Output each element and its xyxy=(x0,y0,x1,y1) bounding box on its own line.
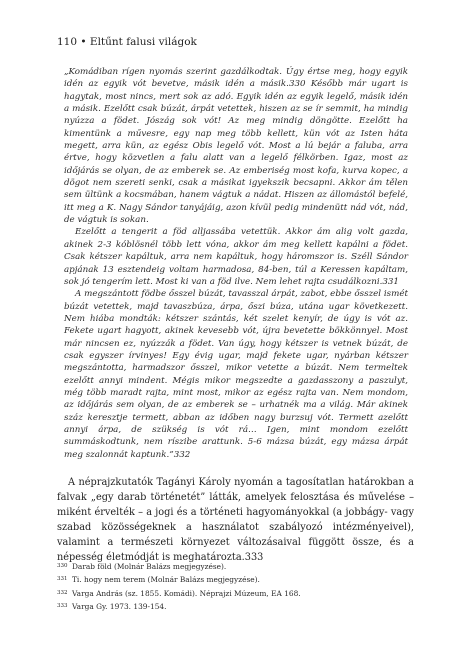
quote-paragraph-1: „Komádiban rígen nyomás szerint gazdálkodtak. Úgy értse meg, hogy egyik idén az egyik vót bevetve, másik idén a másik.330 Később már ugart is hagytak, most nincs, mert sok az adó. Egyik idén az egyik legelő, másik idén a másik. Ezelőtt csak búzát, árpát vetettek, hiszen az se ír semmit, ha mindig nyúzza a födet. Jószág sok vót! Az meg mindig döngötte. Ezelőtt ha kimentünk a művesre, egy nap meg több kellett, kün vót az Isten háta megett, arra kün, az egész Obis legelő vót. Most a lú bejár a faluba, arra értve, hogy közvetlen a falu alatt van a legelő félkörben. Igaz, most az időjárás se olyan, de az emberek se. Az emberiség most kofa, kurva kopec, a dögot nem szereti senki, csak a másikat igyekszik becsapni. Akkor ám tělen sem ültünk a kocsmában, hanem vágtuk a nádat. Hiszen az állomástól befelé, itt meg a K. Nagy Sándor tanyájáig, azon kívül pedig mindenütt nád vót, nád, de vágtuk is sokan. xyxy=(64,67,408,226)
footnote-text: Ti. hogy nem terem (Molnár Balázs megjegyzése). xyxy=(72,575,260,585)
footnote-text: Darab föld (Molnár Balázs megjegyzése). xyxy=(72,562,227,571)
footnote xyxy=(57,560,414,573)
footnote-number: 331 xyxy=(57,576,68,583)
footnote xyxy=(57,600,414,613)
body-paragraph: A néprajzkutatók Tagányi Károly nyomán a tagosítatlan határokban a falvak „egy darab történetét” látták, amelyek felosztása és művelése – miként érvelték – a jogi és a történeti hagyományokkal (a jobbágy- vagy szabad közösségeknek a használatot szabályozó intézményeivel), valamint a természeti környezet változásaival függött össze, és a népesség életmódját is meghatározta.333 xyxy=(57,477,414,563)
body-text xyxy=(57,476,414,565)
footnote-text: Varga András (sz. 1855. Komádi). Néprajzi Múzeum, EA 168. xyxy=(72,588,301,598)
footnotes xyxy=(57,560,414,613)
footnote-text: Varga Gy. 1973. 139-154. xyxy=(72,601,167,611)
running-head: 110 • Eltűnt falusi világok xyxy=(57,36,197,48)
footnote-number: 330 xyxy=(57,563,68,569)
footnote xyxy=(57,587,414,600)
footnote-number: 333 xyxy=(57,602,68,609)
footnote xyxy=(57,573,414,586)
quote-paragraph-2: Ezelőtt a tengerit a föd alljassába vetettük. Akkor ám alig volt gazda, akinek 2-3 kóblösnél több lett vóna, akkor ám meg kellett kapálni a födet. Csak kétszer kapáltuk, arra nem kapáltuk, hogy háromszor is. Széll Sándor apjának 13 esztendeig voltam harmadosa, 84-ben, túl a Keressen kapáltam, sok jó tengerím lett. Most ki van a föd ilve. Nem lehet rajta csudálkozni.331 xyxy=(64,227,408,287)
quote-paragraph-3: A megszántott födbe ősszel búzát, tavasszal árpát, zabot, ebbe ősszel ismét búzát vetettek, majd tavaszbúza, árpa, őszi búza, utána ugar következett. Nem hiába mondták: kétszer szántás, két szelet kenyír, de úgy is vót az. Fekete ugart hagyott, akinek kevesebb vót, újra bevetette bökkönnyel. Most már nincsen ez, nyúzzák a födet. Van úgy, hogy kétszer is vetnek búzát, de csak egyszer írvinyes! Egy évig ugar, majd fekete ugar, nyárban kétszer megszántotta, harmadszor ősszel, mikor vetette a búzát. Nem termeltek ezelőtt annyi mindent. Mégis mikor megszedte a gazdasszony a paszulyt, még több maradt rajta, mint most, mikor az egész rajta van. Nem mondom, az időjárás sem olyan, de az emberek se – urhatnék ma a világ. Már akinek száz keresztje termett, abban az időben nagy burzsuj vót. Termett azelőtt annyi árpa, de szükség is vót rá… Igen, mint mondom ezelőtt summáskodtunk, nem ríszibe arattunk. 5-6 mázsa búzát, egy mázsa árpát meg szalonnát kaptunk.”332 xyxy=(64,289,408,460)
footnote-number: 332 xyxy=(57,589,68,596)
block-quote xyxy=(64,66,408,461)
